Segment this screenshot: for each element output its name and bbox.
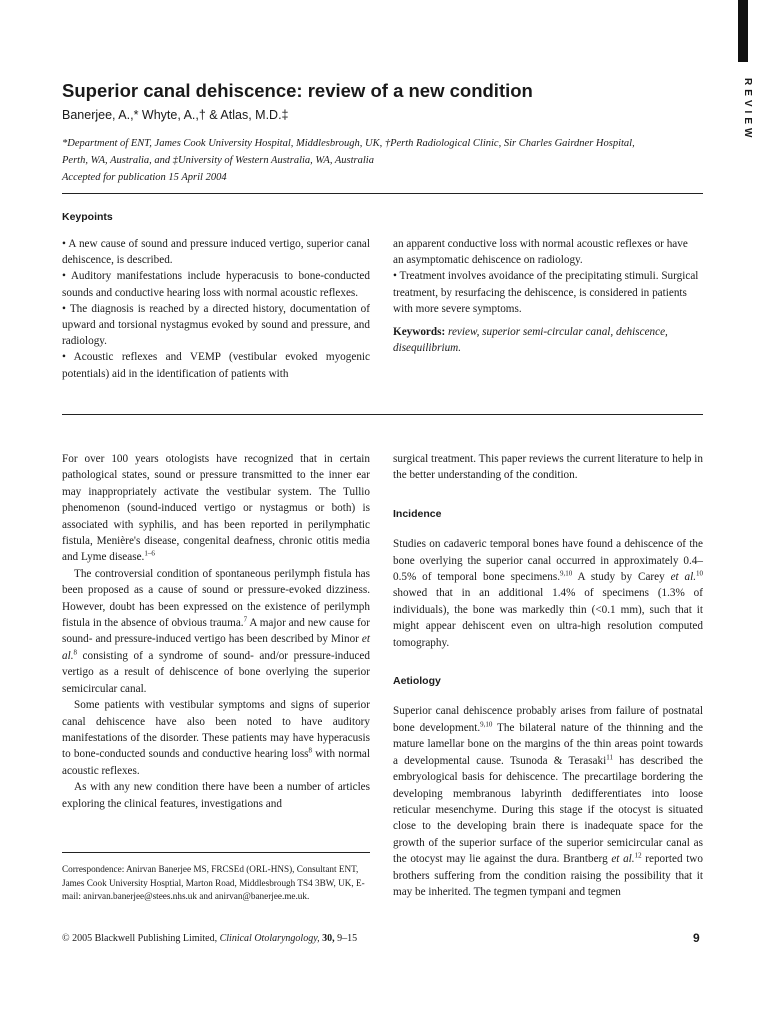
- keypoints-heading: Keypoints: [62, 211, 113, 223]
- keypoints-right-column: [393, 236, 701, 356]
- section-label: REVIEW: [742, 78, 753, 142]
- keypoint-item: • Acoustic reflexes and VEMP (vestibular evoked myogenic potentials) aid in the identification of patients with: [62, 351, 370, 380]
- accepted-date: Accepted for publication 15 April 2004: [62, 172, 227, 183]
- affiliations: *Department of ENT, James Cook University Hospital, Middlesbrough, UK, †Perth Radiological Clinic, Sir Charles Gairdner Hospital, Perth, WA, Australia, and ‡University of Western Australia, WA, Australia: [62, 138, 635, 166]
- keywords-text: review, superior semi-circular canal, dehiscence, disequilibrium.: [393, 326, 668, 355]
- paragraph: The controversial condition of spontaneous perilymph fistula has been proposed as a cause of sound or pressure-evoked dizziness. However, doubt has been expressed on the existence of perilymph fistula in the absence of obvious trauma.$^7$ A major and new cause for sound- and pressure-induced vertigo has been described by Minor et al.$^8$ consisting of a syndrome of sound- and/or pressure-induced vertigo as a result of dehiscence of bone overlying the superior semicircular canal.: [62, 567, 370, 695]
- paragraph: Studies on cadaveric temporal bones have found a dehiscence of the bone overlying the superior canal occurred in approximately 0.4–0.5% of temporal bone specimens.$^{9,10}$ A study by Carey et al.$^{10}$ showed that in an additional 1.4% of specimens (1.3% of individuals), the bone was markedly thin (<0.1 mm), such that it might appear dehiscent even on ultra-high resolution computed tomography.: [393, 538, 703, 649]
- keypoint-item: • The diagnosis is reached by a directed history, documentation of upward and torsional nystagmus evoked by sound and pressure, and radiology.: [62, 302, 370, 348]
- affiliations-block: [62, 135, 662, 186]
- paragraph: Superior canal dehiscence probably arises from failure of postnatal bone development.$^{9,10}$ The bilateral nature of the thinning and the mature lamellar bone on the margins of the thin areas point towards a developmental cause. Tsunoda & Terasaki$^{11}$ has described the embryological basis for dehiscence. The precartilage bordering the developing membranous labyrinth dedifferentiates into loose reticular mesenchyme. During this stage if the otocyst is situated close to the developing brain there is inadequate space for the growth of the superior surface of the superior semicircular canal as the otocyst may lie against the dura. Brantberg et al.$^{12}$ reported two brothers suffering from the condition raising the possibility that it may be inherited. The tegmen tympani and tegmen: [393, 705, 703, 898]
- keywords: [393, 324, 701, 356]
- keypoints-left-column: [62, 236, 370, 382]
- author-list: Banerjee, A.,* Whyte, A.,† & Atlas, M.D.‡: [62, 108, 289, 122]
- section-heading-incidence: Incidence: [393, 507, 442, 520]
- side-tab-bar: [738, 0, 748, 62]
- keypoint-item: • Treatment involves avoidance of the precipitating stimuli. Surgical treatment, by resurfacing the dehiscence, is considered in patients with more severe symptoms.: [393, 270, 699, 315]
- header-rule: [62, 193, 703, 194]
- keypoints-rule: [62, 414, 703, 415]
- paragraph: Some patients with vestibular symptoms and signs of superior canal dehiscence have also been noted to have auditory manifestations of the disorder. These patients may have hyperacusis to bone-conducted sounds and conductive hearing loss$^8$ with normal acoustic reflexes.: [62, 699, 370, 777]
- paragraph: For over 100 years otologists have recognized that in certain pathological states, sound or pressure transmitted to the inner ear may inappropriately activate the vestibular system. The Tullio phenomenon (sound-induced vertigo or nystagmus or both) is associated with syphilis, and has been reported in perilymphatic fistula, Menière's disease, congenital deafness, chronic otitis media and Lyme disease.$^{1-6}$: [62, 453, 370, 564]
- body-left-column: [62, 451, 370, 812]
- keywords-label: Keywords:: [393, 326, 446, 339]
- paragraph: surgical treatment. This paper reviews the current literature to help in the better understanding of the condition.: [393, 453, 703, 482]
- article-title: Superior canal dehiscence: review of a new condition: [62, 80, 533, 101]
- keypoint-item: • Auditory manifestations include hyperacusis to bone-conducted sounds and conductive hearing loss with normal acoustic reflexes.: [62, 270, 370, 299]
- paragraph: As with any new condition there have been a number of articles exploring the clinical features, investigations and: [62, 781, 370, 810]
- keypoint-item: an apparent conductive loss with normal acoustic reflexes or have an asymptomatic dehiscence on radiology.: [393, 238, 688, 267]
- page-number: 9: [693, 931, 700, 945]
- body-right-column: [393, 451, 703, 900]
- keypoint-item: • A new cause of sound and pressure induced vertigo, superior canal dehiscence, is described.: [62, 238, 370, 267]
- footnote-rule: [62, 852, 370, 853]
- section-heading-aetiology: Aetiology: [393, 675, 441, 688]
- correspondence-note: Correspondence: Anirvan Banerjee MS, FRCSEd (ORL-HNS), Consultant ENT, James Cook University Hosptial, Marton Road, Middlesbrough TS4 3BW, UK, E-mail: anirvan.banerjee@stees.nhs.uk and anirvan@banerjee.me.uk.: [62, 864, 365, 902]
- copyright-line: © 2005 Blackwell Publishing Limited, Clinical Otolaryngology, 30, 9–15: [62, 933, 358, 944]
